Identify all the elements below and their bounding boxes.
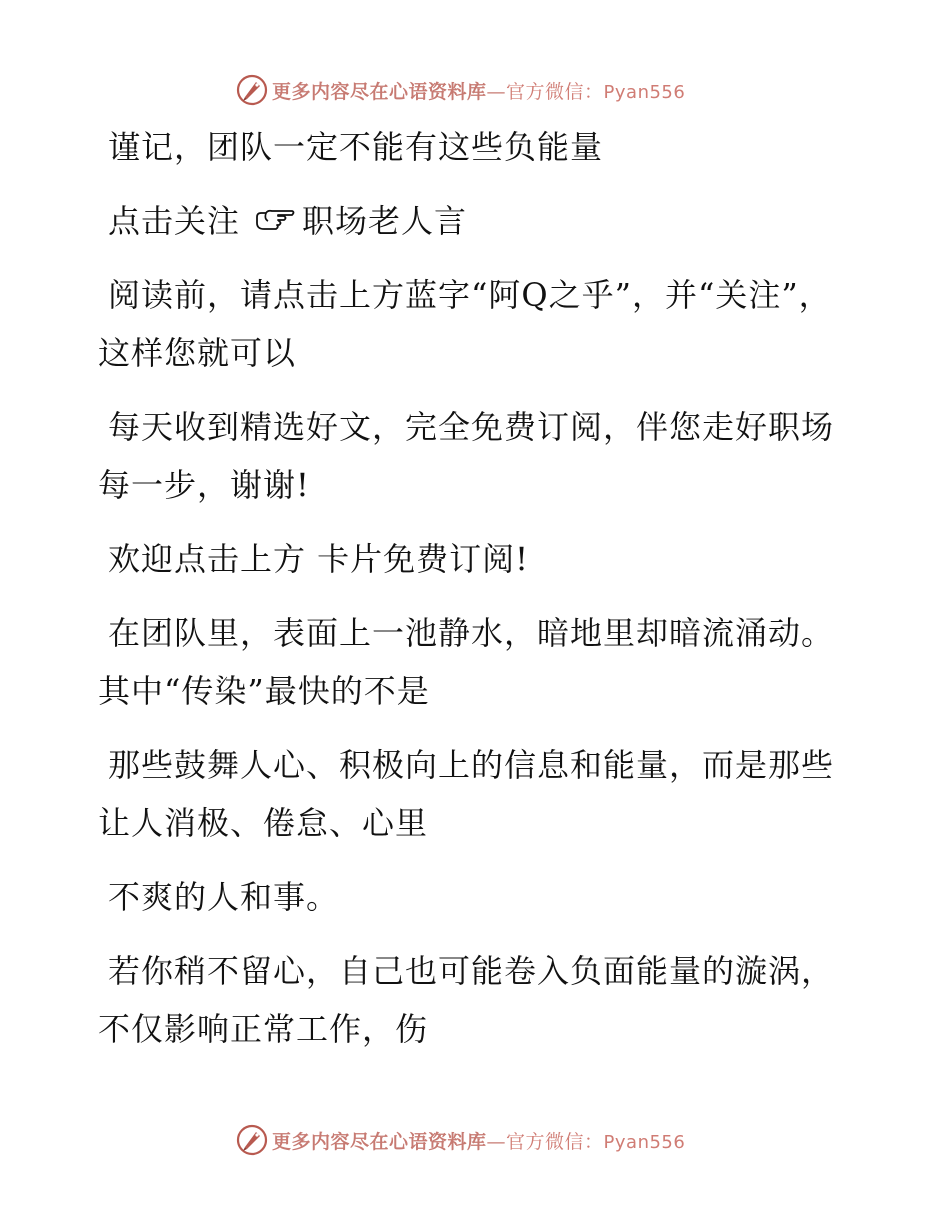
banner-site-text: 更多内容尽在心语资料库 <box>272 80 487 103</box>
paragraph-1: 阅读前，请点击上方蓝字“阿Q之乎”，并“关注”，这样您就可以 <box>98 276 832 372</box>
pointing-hand-icon <box>254 207 296 235</box>
banner-wechat-label: 官方微信： <box>506 1130 604 1153</box>
banner-site-text: 更多内容尽在心语资料库 <box>272 1130 487 1153</box>
paragraph-4: 在团队里，表面上一池静水，暗地里却暗流涌动。其中“传染”最快的不是 <box>98 614 835 710</box>
follow-account[interactable]: 职场老人言 <box>302 202 468 240</box>
paragraph-6: 不爽的人和事。 <box>108 878 340 916</box>
banner-wechat-id: Pyan556 <box>603 81 686 103</box>
paragraph-5: 那些鼓舞人心、积极向上的信息和能量，而是那些让人消极、倦怠、心里 <box>98 746 835 842</box>
banner-dash: — <box>486 80 507 103</box>
paragraph-3: 欢迎点击上方 卡片免费订阅! <box>108 540 530 578</box>
banner-dash: — <box>486 1130 507 1153</box>
banner-text <box>272 1127 685 1154</box>
follow-prefix: 点击关注 <box>108 202 241 240</box>
pen-nib-logo-icon <box>236 74 268 106</box>
banner-text <box>272 77 685 104</box>
paragraph-7: 若你稍不留心，自己也可能卷入负面能量的漩涡，不仅影响正常工作，伤 <box>98 952 835 1048</box>
pen-nib-logo-icon <box>236 1124 268 1156</box>
banner-wechat-label: 官方微信： <box>506 80 604 103</box>
article-title: 谨记，团队一定不能有这些负能量 <box>108 128 604 166</box>
paragraph-2: 每天收到精选好文，完全免费订阅，伴您走好职场每一步，谢谢! <box>98 408 835 504</box>
footer-banner <box>236 1123 685 1157</box>
header-banner <box>236 73 685 107</box>
article-body <box>98 118 838 1074</box>
banner-wechat-id: Pyan556 <box>603 1131 686 1153</box>
follow-line <box>98 192 838 250</box>
